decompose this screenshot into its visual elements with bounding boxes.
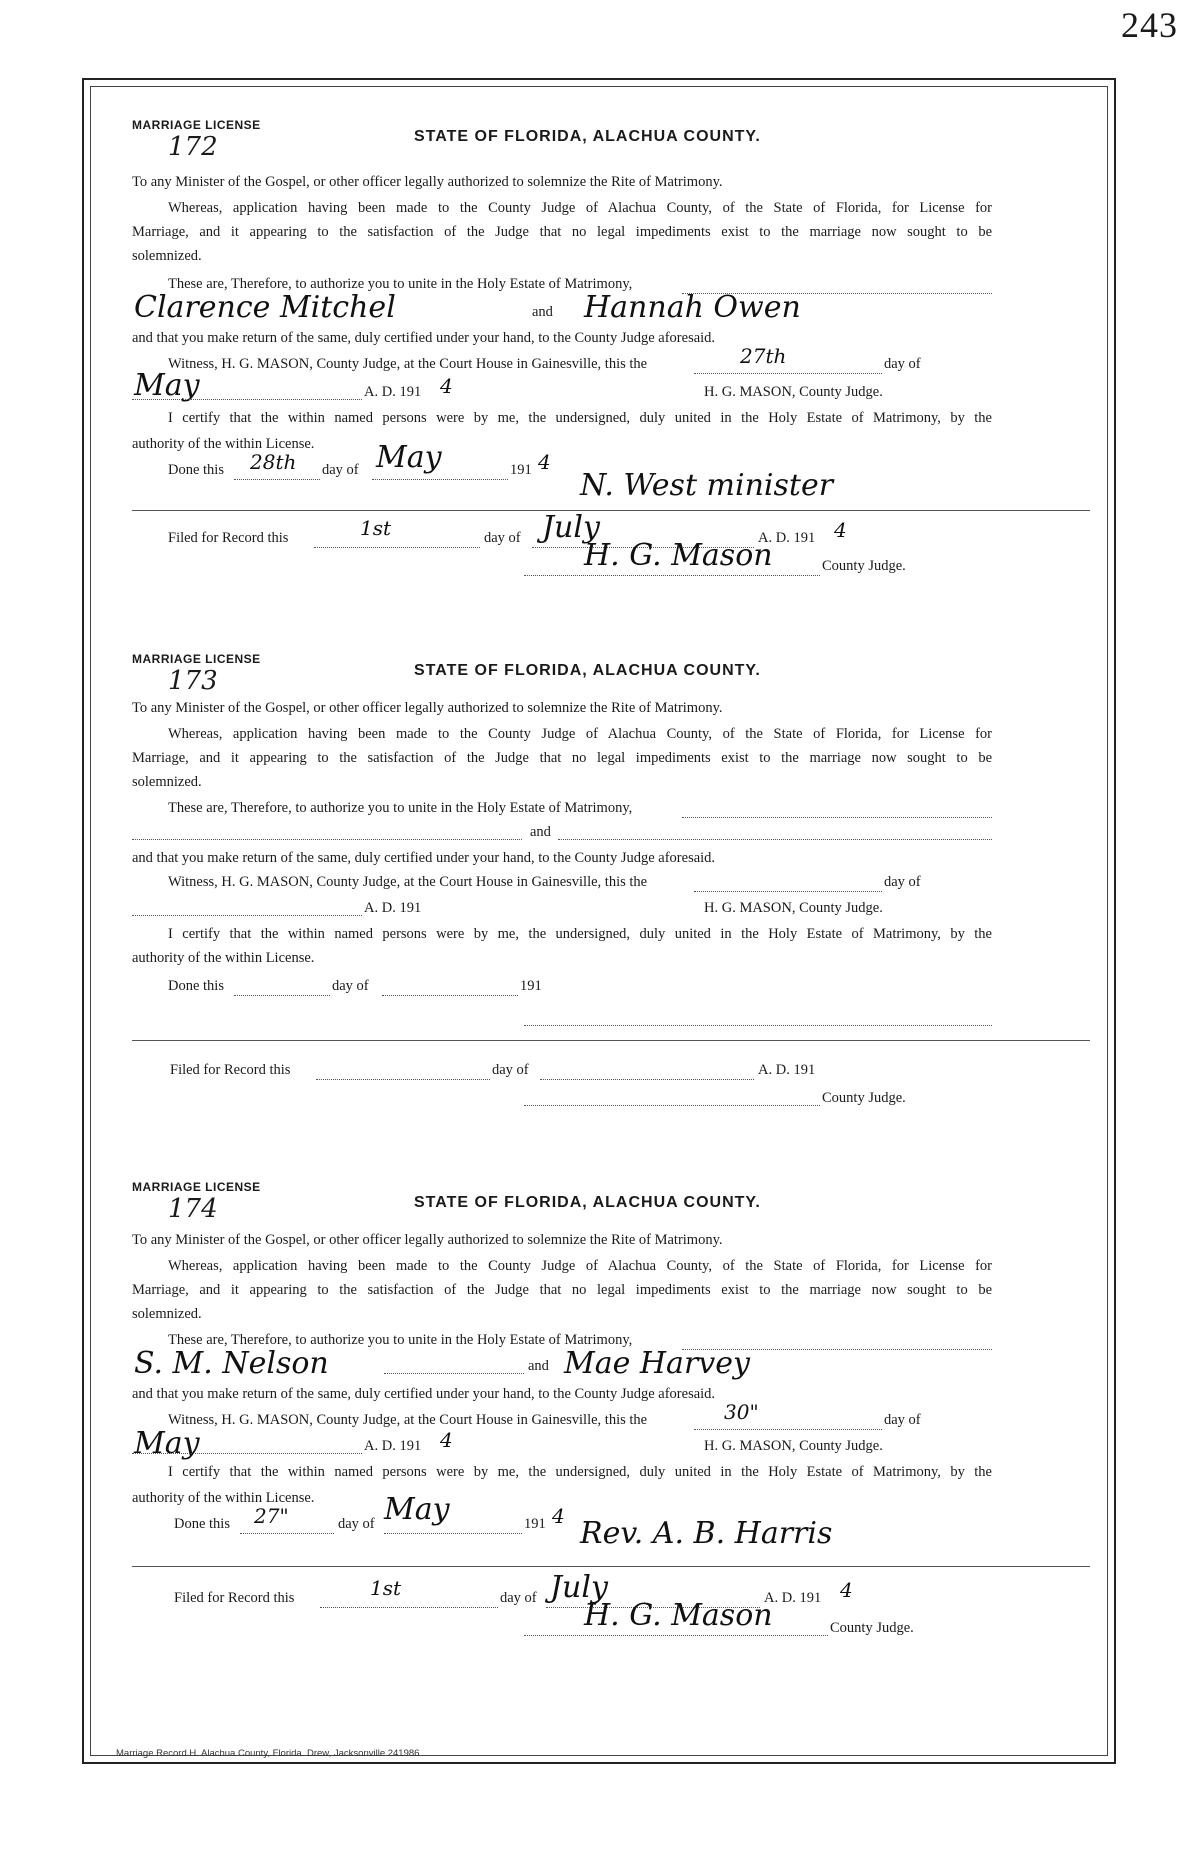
witness-month: May [134,368,200,403]
judge-label: H. G. MASON, County Judge. [704,384,883,400]
whereas-line-1: Whereas, application having been made to the County Judge of Alachua County, of the State of Florida, for License for [168,726,992,742]
day-of-label: day of [484,530,521,546]
dotted-line [234,478,320,480]
dotted-line [558,838,992,840]
these-are-line: These are, Therefore, to authorize you to unite in the Holy Estate of Matrimony, [168,276,633,292]
dotted-line [682,816,992,818]
day-of-label: day of [332,978,369,994]
and-label: and [528,1358,549,1374]
dotted-line [132,1452,362,1454]
dotted-line [320,1606,498,1608]
dotted-line [694,1428,882,1430]
filed-year-digit: 4 [834,518,847,542]
to-any-minister: To any Minister of the Gospel, or other officer legally authorized to solemnize the Rite of Matrimony. [132,1232,723,1248]
whereas-line-2: Marriage, and it appearing to the satisfaction of the Judge that no legal impediments exist to the marriage now sought to be [132,750,992,766]
bride-name: Mae Harvey [564,1346,750,1381]
ad-label: A. D. 191 [758,530,816,546]
witness-year-digit: 4 [440,1428,453,1452]
judge-label: H. G. MASON, County Judge. [704,1438,883,1454]
done-day: 27" [254,1504,289,1528]
filed-month: July [542,510,600,545]
section-rule [132,510,1090,511]
whereas-line-1: Whereas, application having been made to the County Judge of Alachua County, of the State of Florida, for License for [168,1258,992,1274]
certify-line-2: authority of the within License. [132,436,315,452]
whereas-line-3: solemnized. [132,774,202,790]
done-this-label: Done this [174,1516,230,1532]
day-of-label: day of [884,874,921,890]
dotted-line [372,478,508,480]
day-of-label: day of [884,356,921,372]
done-day: 28th [250,450,297,474]
ad-label: A. D. 191 [364,900,422,916]
record-frame [82,78,1116,1764]
witness-year-digit: 4 [440,374,453,398]
license-label: MARRIAGE LICENSE [132,118,261,132]
license-heading: STATE OF FLORIDA, ALACHUA COUNTY. [414,1194,761,1211]
officiant-signature: Rev. A. B. Harris [580,1516,833,1551]
to-any-minister: To any Minister of the Gospel, or other officer legally authorized to solemnize the Rite of Matrimony. [132,174,723,190]
return-line: and that you make return of the same, duly certified under your hand, to the County Judge aforesaid. [132,330,716,346]
witness-month: May [134,1426,200,1461]
dotted-line [316,1078,490,1080]
license-number: 174 [168,1194,218,1224]
section-rule [132,1040,1090,1041]
dotted-line [524,1104,820,1106]
return-line: and that you make return of the same, duly certified under your hand, to the County Judge aforesaid. [132,850,716,866]
groom-name: S. M. Nelson [134,1346,329,1381]
officiant-signature: N. West minister [580,468,834,503]
witness-line: Witness, H. G. MASON, County Judge, at the Court House in Gainesville, this the [168,1412,648,1428]
filed-label: Filed for Record this [174,1590,295,1606]
and-label: and [530,824,551,840]
done-year-digit: 4 [552,1504,565,1528]
certify-line-2: authority of the within License. [132,950,315,966]
certify-line-1: I certify that the within named persons were by me, the undersigned, duly united in the Holy Estate of Matrimony, by the [168,926,992,942]
day-of-label: day of [322,462,359,478]
license-heading: STATE OF FLORIDA, ALACHUA COUNTY. [414,128,761,145]
ad-label: A. D. 191 [758,1062,816,1078]
filed-day: 1st [370,1576,402,1600]
whereas-line-1: Whereas, application having been made to the County Judge of Alachua County, of the State of Florida, for License for [168,200,992,216]
whereas-line-2: Marriage, and it appearing to the satisfaction of the Judge that no legal impediments exist to the marriage now sought to be [132,1282,992,1298]
witness-line: Witness, H. G. MASON, County Judge, at the Court House in Gainesville, this the [168,874,648,890]
done-year-digit: 4 [538,450,551,474]
groom-name: Clarence Mitchel [134,290,396,325]
filed-label: Filed for Record this [168,530,289,546]
year-label: 191 [524,1516,546,1532]
license-label: MARRIAGE LICENSE [132,652,261,666]
year-label: 191 [510,462,532,478]
return-line: and that you make return of the same, duly certified under your hand, to the County Judge aforesaid. [132,1386,716,1402]
page-number: 243 [1121,5,1178,45]
license-heading: STATE OF FLORIDA, ALACHUA COUNTY. [414,662,761,679]
ad-label: A. D. 191 [764,1590,822,1606]
witness-day: 27th [740,344,787,368]
day-of-label: day of [884,1412,921,1428]
dotted-line [382,994,518,996]
to-any-minister: To any Minister of the Gospel, or other officer legally authorized to solemnize the Rite of Matrimony. [132,700,723,716]
section-rule [132,1566,1090,1567]
filed-year-digit: 4 [840,1578,853,1602]
dotted-line [384,1372,524,1374]
license-number: 173 [168,666,218,696]
dotted-line [240,1532,334,1534]
dotted-line [384,1532,522,1534]
done-this-label: Done this [168,978,224,994]
year-label: 191 [520,978,542,994]
dotted-line [694,372,882,374]
license-label: MARRIAGE LICENSE [132,1180,261,1194]
done-this-label: Done this [168,462,224,478]
dotted-line [524,1024,992,1026]
and-label: and [532,304,553,320]
bride-name: Hannah Owen [584,290,801,325]
whereas-line-3: solemnized. [132,248,202,264]
dotted-line [524,574,820,576]
license-number: 172 [168,132,218,162]
dotted-line [314,546,480,548]
dotted-line [132,838,522,840]
dotted-line [132,914,362,916]
day-of-label: day of [338,1516,375,1532]
filed-month: July [550,1570,608,1605]
dotted-line [540,1078,754,1080]
judge-label: H. G. MASON, County Judge. [704,900,883,916]
dotted-line [524,1634,828,1636]
done-month: May [376,440,442,475]
ad-label: A. D. 191 [364,1438,422,1454]
day-of-label: day of [492,1062,529,1078]
dotted-line [234,994,330,996]
certify-line-1: I certify that the within named persons were by me, the undersigned, duly united in the Holy Estate of Matrimony, by the [168,1464,992,1480]
judge-signature: H. G. Mason [584,1598,773,1633]
day-of-label: day of [500,1590,537,1606]
county-judge-label: County Judge. [830,1620,914,1636]
whereas-line-3: solemnized. [132,1306,202,1322]
record-footer: Marriage Record H. Alachua County, Florida. Drew, Jacksonville 241986 [116,1748,420,1759]
these-are-line: These are, Therefore, to authorize you to unite in the Holy Estate of Matrimony, [168,1332,633,1348]
these-are-line: These are, Therefore, to authorize you to unite in the Holy Estate of Matrimony, [168,800,633,816]
filed-label: Filed for Record this [170,1062,291,1078]
certify-line-1: I certify that the within named persons were by me, the undersigned, duly united in the Holy Estate of Matrimony, by the [168,410,992,426]
dotted-line [694,890,882,892]
certify-line-2: authority of the within License. [132,1490,315,1506]
dotted-line [132,398,362,400]
whereas-line-2: Marriage, and it appearing to the satisfaction of the Judge that no legal impediments exist to the marriage now sought to be [132,224,992,240]
county-judge-label: County Judge. [822,558,906,574]
filed-day: 1st [360,516,392,540]
witness-day: 30" [724,1400,759,1424]
judge-signature: H. G. Mason [584,538,773,573]
done-month: May [384,1492,450,1527]
witness-line: Witness, H. G. MASON, County Judge, at the Court House in Gainesville, this the [168,356,648,372]
ad-label: A. D. 191 [364,384,422,400]
county-judge-label: County Judge. [822,1090,906,1106]
